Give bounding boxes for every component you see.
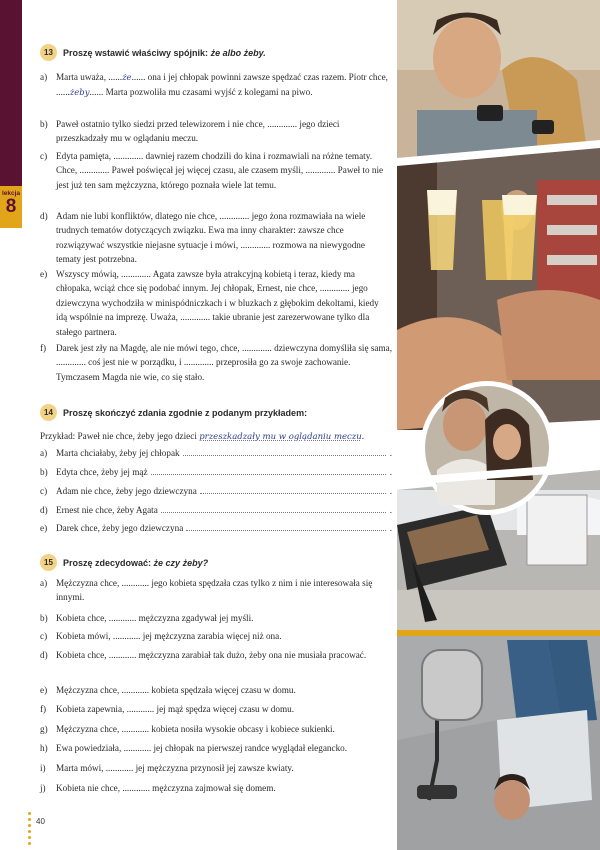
answer-line[interactable] xyxy=(186,521,385,531)
handwritten-answer[interactable]: że xyxy=(122,73,132,83)
exercise-14-number: 14 xyxy=(40,404,57,421)
photo-collage xyxy=(397,0,600,850)
exercise-13-number: 13 xyxy=(40,44,57,61)
exercise-13-heading xyxy=(40,44,266,61)
exercise-13-title: Proszę wstawić właściwy spójnik: że albo żeby. xyxy=(63,47,266,58)
ex13-item-f: f) Darek jest zły na Magdę, ale nie mówi tego, chce, ............. dziewczyna domyśliła się sama, ............. coś jest nie w porządku, i ............. przeprosiła go za swoje zachowanie. Tymczasem Magda nie wie, co się stało. xyxy=(40,343,392,382)
ex14-item-b[interactable]: b) Edyta chce, żeby jej mąż . xyxy=(40,467,392,477)
ex15-item-b: b) Kobieta chce, ............ mężczyzna zgadywał jej myśli. xyxy=(40,613,254,623)
handwritten-answer[interactable]: żeby xyxy=(69,88,90,99)
ex13-item-d: d) Adam nie lubi konfliktów, dlatego nie chce, ............. jego żona rozmawiała na wiele trudnych tematów dotyczących związku. Ewa ma inny charakter: zawsze chce rozwiązywać wszystkie niejasne sytuacje i mówi, ............. rozmowa na niewygodne tematy jest potrzebna. xyxy=(40,211,366,265)
exercise-15-number: 15 xyxy=(40,554,57,571)
ex15-item-h: h) Ewa powiedziała, ............ jej chłopak na pierwszej randce wyglądał elegancko. xyxy=(40,743,348,753)
lesson-tab xyxy=(0,186,22,228)
answer-line[interactable] xyxy=(161,503,386,513)
exercise-14-heading xyxy=(40,404,307,421)
ex14-item-c[interactable]: c) Adam nie chce, żeby jego dziewczyna . xyxy=(40,486,392,496)
lesson-number: 8 xyxy=(5,196,17,217)
ex14-item-e[interactable]: e) Darek chce, żeby jego dziewczyna . xyxy=(40,523,392,533)
ex13-item-c: c) Edyta pamięta, ............. dawniej razem chodzili do kina i rozmawiali na różne tematy. Chce, ............. Paweł poświęcał jej więcej czasu, ale czasem myśli, ............. Paweł to nie jest już ten sam mężczyzna, którego poznała wiele lat temu. xyxy=(40,151,384,190)
photo-couple-phones xyxy=(397,0,600,160)
answer-line[interactable] xyxy=(151,465,386,475)
ex15-item-i: i) Marta mówi, ............ jej mężczyzna przynosił jej zawsze kwiaty. xyxy=(40,763,294,773)
ex13-item-b: b) Paweł ostatnio tylko siedzi przed telewizorem i nie chce, ............. jego dzieci przeszkadzały mu w oglądaniu meczu. xyxy=(40,119,340,144)
exercise-15-title: Proszę zdecydować: że czy żeby? xyxy=(63,557,209,568)
photo-divider xyxy=(397,630,600,636)
lesson-word: lekcja xyxy=(1,190,21,197)
photo-collage-svg xyxy=(397,0,600,850)
ex15-item-e: e) Mężczyzna chce, ............ kobieta spędzała więcej czasu w domu. xyxy=(40,685,296,695)
ex15-item-j: j) Kobieta nie chce, ............ mężczyzna zajmował się domem. xyxy=(40,783,276,793)
ex15-item-d: d) Kobieta chce, ............ mężczyzna zarabiał tak dużo, żeby ona nie musiała pracować. xyxy=(40,650,367,660)
photo-portrait-circle xyxy=(420,381,554,515)
handwritten-answer: przeszkadzały mu w oglądaniu meczu xyxy=(199,432,362,442)
exercise-14-title: Proszę skończyć zdania zgodnie z podanym przykładem: xyxy=(63,407,308,418)
exercise-15-heading xyxy=(40,554,208,571)
ex14-example: Przykład: Paweł nie chce, żeby jego dzieci przeszkadzały mu w oglądaniu meczu. xyxy=(40,431,365,442)
ex15-item-g: g) Mężczyzna chce, ............ kobieta nosiła wysokie obcasy i kobiece sukienki. xyxy=(40,724,335,734)
ex14-item-d[interactable]: d) Ernest nie chce, żeby Agata . xyxy=(40,505,392,515)
ex13-item-a: a) Marta uważa, ......że...... ona i jej chłopak powinni zawsze spędzać czas razem. Piotr chce, ......żeby...... Marta pozwoliła mu czasami wyjść z kolegami na piwo. xyxy=(40,72,388,99)
photo-man-vacuum xyxy=(397,636,600,850)
page-dots-ornament xyxy=(28,812,31,848)
answer-line[interactable] xyxy=(200,484,386,494)
ex14-item-a[interactable]: a) Marta chciałaby, żeby jej chłopak . xyxy=(40,448,392,458)
page-number: 40 xyxy=(36,817,45,826)
ex15-item-f: f) Kobieta zapewnia, ............ jej mąż spędza więcej czasu w domu. xyxy=(40,704,295,714)
ex13-item-e: e) Wszyscy mówią, ............. Agata zawsze była atrakcyjną kobietą i teraz, kiedy ma chłopaka, wciąż chce się podobać innym. Jej chłopak, Ernest, nie chce, ............. jego dziewczyna wychodziła w minispódniczkach i w bluzkach z głębokim dekoltami, kiedy idą wspólnie na imprezę. Uważa, ............. takie ubranie jest zarezerwowane tylko dla stałego partnera. xyxy=(40,269,379,337)
answer-line[interactable] xyxy=(183,446,386,456)
ex15-item-a: a) Mężczyzna chce, ............ jego kobieta spędzała czas tylko z nim i nie interesowała się innymi. xyxy=(40,578,373,603)
ex15-item-c: c) Kobieta mówi, ............ jej mężczyzna zarabia więcej niż ona. xyxy=(40,631,282,641)
